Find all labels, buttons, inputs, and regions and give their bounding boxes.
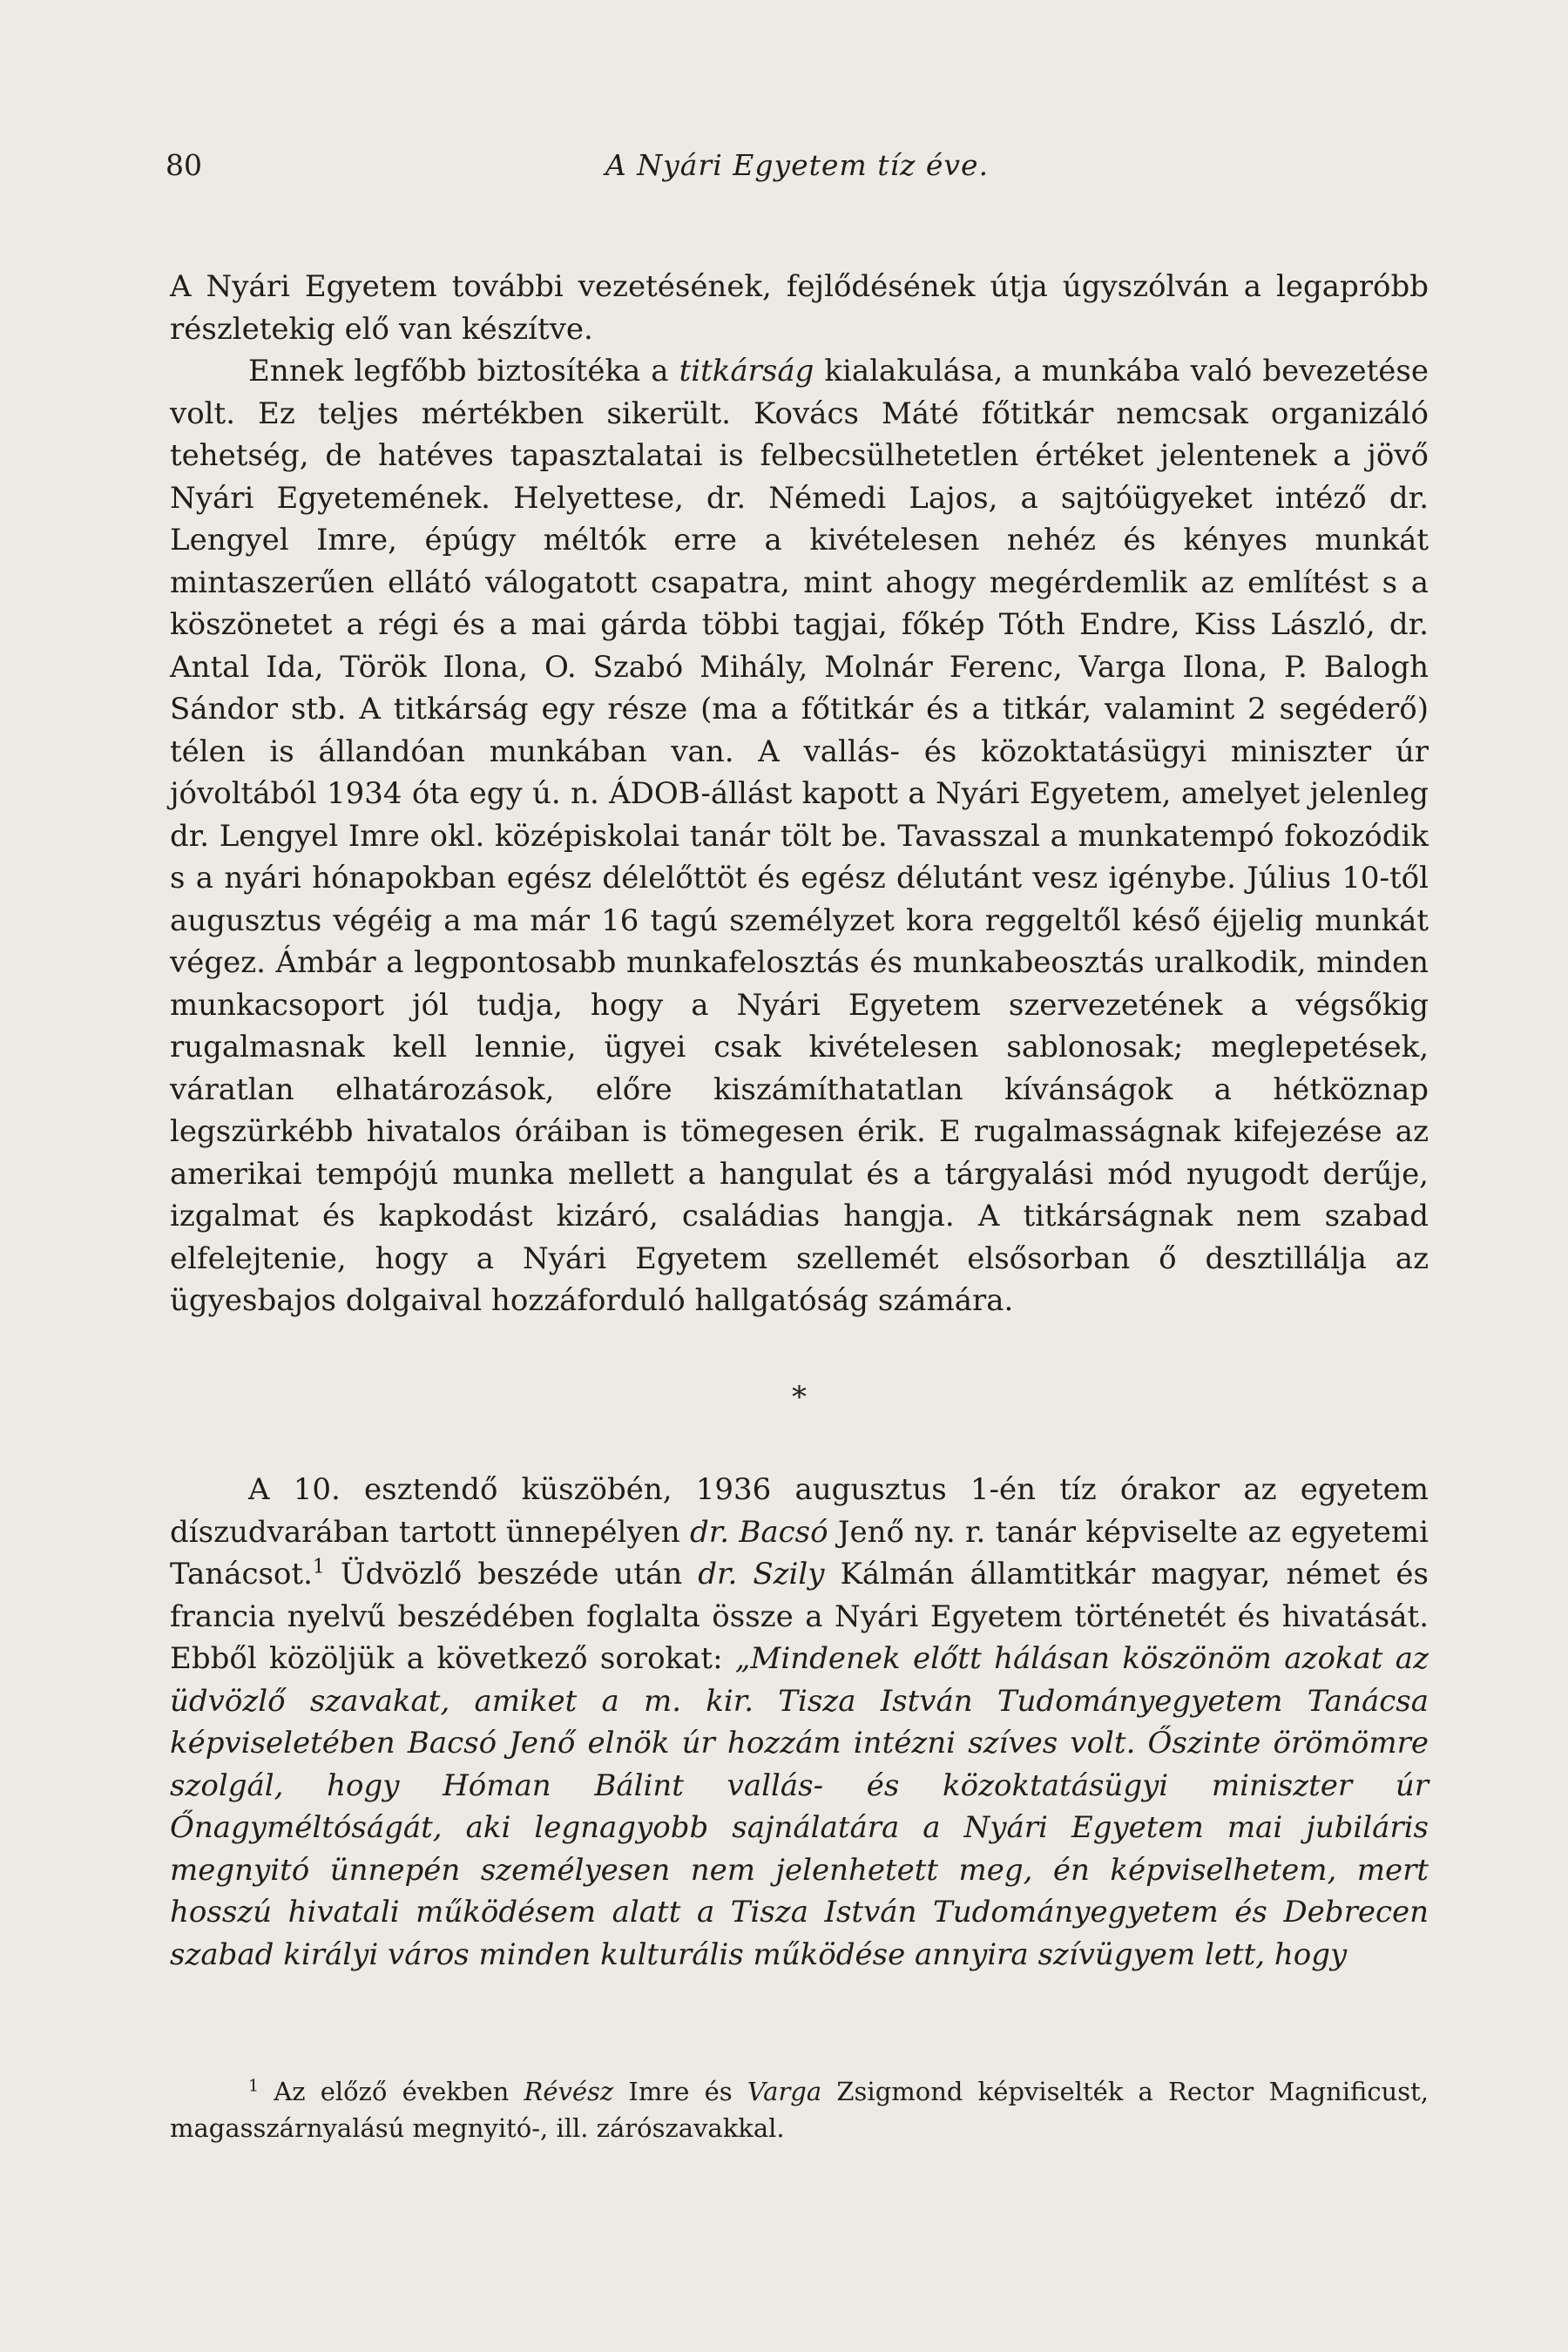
running-title: A Nyári Egyetem tíz éve. <box>605 148 990 182</box>
footnote-text-c: Zsigmond képviselték a Rector Magnificust, magasszárnyalású megnyitó-, ill. zárószavakkal. <box>170 2077 1429 2143</box>
paragraph-3-space-2 <box>737 1557 753 1592</box>
footnote-reference: 1 <box>312 1556 325 1578</box>
footnote-text-b: Imre és <box>613 2077 747 2106</box>
paragraph-3-text-c: Üdvözlő beszéde után <box>324 1557 699 1592</box>
paragraph-3-text-b: Jenő ny. r. tanár képviselte az egyetemi Tanácsot. <box>170 1514 1429 1592</box>
footnote-text-a: Az előző években <box>259 2077 524 2106</box>
name-bacso: Bacsó <box>739 1514 828 1550</box>
paragraph-2-text-b: kialakulása, a munkába való bevezetése volt. Ez teljes mértékben sikerült. Kovács Máté főtitkár nemcsak organizáló tehetség, de hatéves tapasztalatai is felbecsülhetetlen értéket jelentenek a jövő Nyári Egyetemének. Helyettese, dr. Némedi Lajos, a sajtóügyeket intéző dr. Lengyel Imre, épúgy méltók erre a kivételesen nehéz és kényes munkát mintaszerűen ellátó válogatott csapatra, mint ahogy megérdemlik az említést s a köszönetet a régi és a mai gárda többi tagjai, főkép Tóth Endre, Kiss László, dr. Antal Ida, Török Ilona, O. Szabó Mihály, Molnár Ferenc, Varga Ilona, P. Balogh Sándor stb. A titkárság egy része (ma a főtitkár és a titkár, valamint 2 segéderő) télen is állandóan munkában van. A vallás- és közoktatásügyi miniszter úr jóvoltából 1934 óta egy ú. n. ÁDOB-állást kapott a Nyári Egyetem, amelyet jelenleg dr. Lengyel Imre okl. középiskolai tanár tölt be. Tavasszal a munkatempó fokozódik s a nyári hónapokban egész délelőttöt és egész délutánt vesz igénybe. Július 10-től augusztus végéig a ma már 16 tagú személyzet kora reggeltől késő éjjelig munkát végez. Ámbár a legpontosabb munkafelosztás és munkabeosztás uralkodik, minden munkacsoport jól tudja, hogy a Nyári Egyetem szervezetének a végsőkig rugalmasnak kell lennie, ügyei csak kivételesen sablonosak; meglepetések, váratlan elhatározások, előre kiszámíthatatlan kívánságok a hétköznap legszürkébb hivatalos óráiban is tömegesen érik. E rugalmasságnak kifejezése az amerikai tempójú munka mellett a hangulat és a tárgyalási mód nyugodt derűje, izgalmat és kapkodást kizáró, családias hangja. A titkárságnak nem szabad elfelejtenie, hogy a Nyári Egyetem szellemét elsősorban ő desztillálja az ügyesbajos dolgaival hozzáforduló hallgatóság számára. <box>170 354 1429 1318</box>
paragraph-3-text-a: A 10. esztendő küszöbén, 1936 augusztus 1-én tíz órakor az egyetem díszudvarában tartott ünnepélyen <box>170 1472 1429 1550</box>
footnote-text <box>170 2073 1429 2146</box>
running-head <box>166 148 1429 192</box>
name-revesz: Révész <box>524 2077 614 2106</box>
paragraph-1 <box>170 266 1429 350</box>
paragraph-3-space-1 <box>729 1515 739 1550</box>
name-varga: Varga <box>747 2077 822 2106</box>
paragraph-2-text-a: Ennek legfőbb biztosítéka a <box>248 354 679 389</box>
abbrev-dr-1: dr. <box>689 1514 730 1550</box>
paragraph-1-text: A Nyári Egyetem további vezetésének, fejlődésének útja úgyszólván a legapróbb részletekig elő van készítve. <box>170 269 1429 347</box>
name-szily: Szily <box>753 1557 825 1592</box>
paragraph-3 <box>170 1469 1429 1976</box>
page-number: 80 <box>166 148 202 182</box>
paragraph-3-text-d: Kálmán államtitkár magyar, német és francia nyelvű beszédében foglalta össze a Nyári Egyetem történetét és hivatását. Ebből közöljük a következő sorokat: <box>170 1557 1429 1676</box>
abbrev-dr-2: dr. <box>698 1557 738 1592</box>
section-separator: * <box>792 1379 807 1415</box>
body-text <box>170 266 1429 1976</box>
footnote <box>170 2073 1429 2146</box>
emphasis-titkarsag: titkárság <box>679 354 814 389</box>
footnote-marker: 1 <box>248 2076 260 2096</box>
speech-quote: „Mindenek előtt hálásan köszönöm azokat az üdvözlő szavakat, amiket a m. kir. Tisza István Tudományegyetem Tanácsa képviseletében Bacsó Jenő elnök úr hozzám intézni szíves volt. Őszinte örömömre szolgál, hogy Hóman Bálint vallás- és közoktatásügyi miniszter úr Őnagyméltóságát, aki legnagyobb sajnálatára a Nyári Egyetem mai jubiláris megnyitó ünnepén személyesen nem jelenhetett meg, én képviselhetem, mert hosszú hivatali működésem alatt a Tisza István Tudományegyetem és Debrecen szabad királyi város minden kulturális működése annyira szívügyem lett, hogy <box>170 1641 1429 1972</box>
paragraph-2 <box>170 350 1429 1322</box>
